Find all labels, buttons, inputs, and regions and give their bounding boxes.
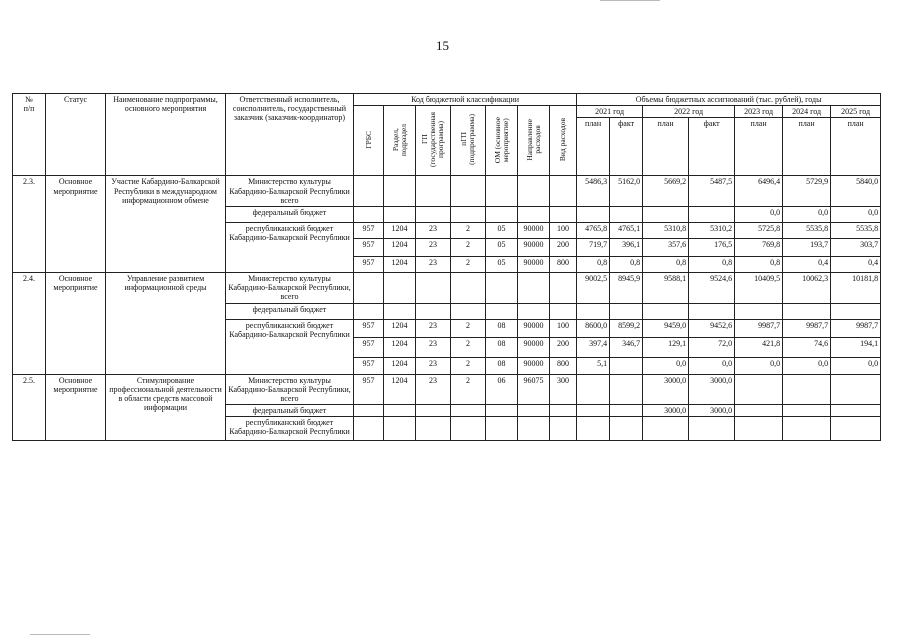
amount-cell: 10409,5 xyxy=(735,272,783,303)
code-cell: 05 xyxy=(486,256,518,272)
code-cell: 1204 xyxy=(384,256,416,272)
scan-artifact-bottom xyxy=(30,634,90,635)
amount-cell: 9987,7 xyxy=(783,319,831,337)
amount-cell xyxy=(735,417,783,441)
header-fact-2021: факт xyxy=(610,118,643,176)
header-fact-2022: факт xyxy=(689,118,735,176)
code-cell: 800 xyxy=(550,357,577,374)
code-cell xyxy=(518,176,550,207)
section-number: 2.3. xyxy=(13,176,46,273)
scan-artifact-top xyxy=(600,0,660,1)
code-cell xyxy=(486,206,518,222)
amount-cell: 0,4 xyxy=(831,256,881,272)
amount-cell: 5729,9 xyxy=(783,176,831,207)
header-number: № п/п xyxy=(13,94,46,176)
table-row xyxy=(13,272,881,303)
amount-cell: 0,0 xyxy=(831,357,881,374)
code-cell xyxy=(416,176,451,207)
code-cell xyxy=(451,303,486,319)
code-cell xyxy=(451,206,486,222)
amount-cell xyxy=(577,405,610,417)
funding-source-label: Министерство культуры Кабардино-Балкарской Республики всего xyxy=(226,176,354,207)
funding-source-label: республиканский бюджет Кабардино-Балкарской Республики xyxy=(226,222,354,272)
section-number: 2.5. xyxy=(13,374,46,441)
amount-cell: 0,0 xyxy=(735,206,783,222)
code-cell: 1204 xyxy=(384,238,416,256)
section-name: Управление развитием информационной среды xyxy=(106,272,226,374)
amount-cell: 129,1 xyxy=(643,337,689,357)
amount-cell: 0,8 xyxy=(610,256,643,272)
header-plan-2022: план xyxy=(643,118,689,176)
amount-cell: 5535,8 xyxy=(831,222,881,238)
amount-cell xyxy=(831,405,881,417)
amount-cell: 357,6 xyxy=(643,238,689,256)
code-cell: 1204 xyxy=(384,374,416,405)
amount-cell: 9452,6 xyxy=(689,319,735,337)
amount-cell xyxy=(610,417,643,441)
section-name: Стимулирование профессиональной деятельности в области средств массовой информации xyxy=(106,374,226,441)
header-year-2021: 2021 год xyxy=(577,106,643,118)
amount-cell: 4765,1 xyxy=(610,222,643,238)
amount-cell: 9459,0 xyxy=(643,319,689,337)
funding-source-label: федеральный бюджет xyxy=(226,206,354,222)
header-year-2022: 2022 год xyxy=(643,106,735,118)
amount-cell xyxy=(610,405,643,417)
code-cell: 957 xyxy=(354,357,384,374)
code-cell: 05 xyxy=(486,238,518,256)
amount-cell: 5535,8 xyxy=(783,222,831,238)
amount-cell: 9524,6 xyxy=(689,272,735,303)
amount-cell xyxy=(689,417,735,441)
header-code-om: ОМ (основное мероприятие) xyxy=(486,106,518,176)
code-cell: 2 xyxy=(451,337,486,357)
amount-cell: 0,0 xyxy=(643,357,689,374)
funding-source-label: федеральный бюджет xyxy=(226,303,354,319)
code-cell xyxy=(384,417,416,441)
amount-cell: 8600,0 xyxy=(577,319,610,337)
amount-cell xyxy=(577,303,610,319)
amount-cell xyxy=(783,374,831,405)
amount-cell: 303,7 xyxy=(831,238,881,256)
code-cell xyxy=(416,417,451,441)
section-status: Основное мероприятие xyxy=(46,272,106,374)
amount-cell xyxy=(831,417,881,441)
section-name: Участие Кабардино-Балкарской Республики в международном информационном обмене xyxy=(106,176,226,273)
amount-cell: 5310,8 xyxy=(643,222,689,238)
amount-cell: 5162,0 xyxy=(610,176,643,207)
code-cell: 96075 xyxy=(518,374,550,405)
code-cell: 957 xyxy=(354,374,384,405)
code-cell: 90000 xyxy=(518,238,550,256)
code-cell xyxy=(384,303,416,319)
code-cell: 05 xyxy=(486,222,518,238)
section-number: 2.4. xyxy=(13,272,46,374)
amount-cell xyxy=(610,303,643,319)
amount-cell: 0,4 xyxy=(783,256,831,272)
code-cell: 23 xyxy=(416,256,451,272)
page-number: 15 xyxy=(436,38,449,53)
code-cell xyxy=(550,206,577,222)
amount-cell: 3000,0 xyxy=(689,374,735,405)
amount-cell: 9588,1 xyxy=(643,272,689,303)
code-cell xyxy=(518,405,550,417)
amount-cell: 769,8 xyxy=(735,238,783,256)
amount-cell: 10181,8 xyxy=(831,272,881,303)
amount-cell: 0,0 xyxy=(783,206,831,222)
code-cell xyxy=(451,176,486,207)
amount-cell xyxy=(643,417,689,441)
amount-cell: 8945,9 xyxy=(610,272,643,303)
code-cell xyxy=(354,206,384,222)
amount-cell: 5487,5 xyxy=(689,176,735,207)
header-name: Наименование подпрограммы, основного мероприятия xyxy=(106,94,226,176)
code-cell: 23 xyxy=(416,238,451,256)
code-cell xyxy=(486,405,518,417)
amount-cell xyxy=(577,374,610,405)
amount-cell xyxy=(577,206,610,222)
code-cell: 2 xyxy=(451,357,486,374)
header-plan-2025: план xyxy=(831,118,881,176)
amount-cell: 10062,3 xyxy=(783,272,831,303)
amount-cell xyxy=(689,303,735,319)
amount-cell xyxy=(643,303,689,319)
code-cell: 300 xyxy=(550,374,577,405)
code-cell: 957 xyxy=(354,256,384,272)
header-status: Статус xyxy=(46,94,106,176)
code-cell: 200 xyxy=(550,337,577,357)
code-cell: 1204 xyxy=(384,319,416,337)
amount-cell: 5725,8 xyxy=(735,222,783,238)
amount-cell: 9987,7 xyxy=(735,319,783,337)
amount-cell: 396,1 xyxy=(610,238,643,256)
code-cell xyxy=(518,303,550,319)
amount-cell: 0,8 xyxy=(577,256,610,272)
code-cell xyxy=(486,303,518,319)
funding-source-label: Министерство культуры Кабардино-Балкарской Республики, всего xyxy=(226,272,354,303)
section-status: Основное мероприятие xyxy=(46,374,106,441)
budget-table xyxy=(12,93,881,441)
amount-cell: 6496,4 xyxy=(735,176,783,207)
amount-cell: 346,7 xyxy=(610,337,643,357)
code-cell xyxy=(416,206,451,222)
amount-cell xyxy=(610,357,643,374)
code-cell xyxy=(354,405,384,417)
amount-cell: 5,1 xyxy=(577,357,610,374)
amount-cell: 719,7 xyxy=(577,238,610,256)
code-cell: 957 xyxy=(354,319,384,337)
code-cell xyxy=(384,405,416,417)
code-cell xyxy=(451,417,486,441)
amount-cell: 74,6 xyxy=(783,337,831,357)
header-code-direction: Направление расходов xyxy=(518,106,550,176)
amount-cell: 3000,0 xyxy=(643,374,689,405)
header-code-section: Раздел, подраздел xyxy=(384,106,416,176)
code-cell: 90000 xyxy=(518,222,550,238)
code-cell: 957 xyxy=(354,238,384,256)
code-cell xyxy=(550,417,577,441)
header-volume-group: Объемы бюджетных ассигнований (тыс. рублей), годы xyxy=(577,94,881,106)
amount-cell xyxy=(735,405,783,417)
amount-cell: 0,0 xyxy=(689,357,735,374)
code-cell: 08 xyxy=(486,357,518,374)
code-cell: 08 xyxy=(486,337,518,357)
code-cell: 1204 xyxy=(384,222,416,238)
code-cell: 100 xyxy=(550,319,577,337)
code-cell xyxy=(486,417,518,441)
amount-cell xyxy=(783,303,831,319)
header-plan-2021: план xyxy=(577,118,610,176)
header-plan-2024: план xyxy=(783,118,831,176)
header-code-gp: ГП (государственная программа) xyxy=(416,106,451,176)
header-code-group: Код бюджетной классификации xyxy=(354,94,577,106)
code-cell: 200 xyxy=(550,238,577,256)
code-cell: 23 xyxy=(416,374,451,405)
amount-cell: 3000,0 xyxy=(643,405,689,417)
amount-cell: 72,0 xyxy=(689,337,735,357)
code-cell xyxy=(416,272,451,303)
amount-cell xyxy=(610,206,643,222)
amount-cell: 0,0 xyxy=(735,357,783,374)
code-cell: 23 xyxy=(416,337,451,357)
code-cell xyxy=(518,417,550,441)
amount-cell xyxy=(735,374,783,405)
code-cell: 2 xyxy=(451,256,486,272)
code-cell xyxy=(384,176,416,207)
code-cell: 2 xyxy=(451,374,486,405)
amount-cell: 0,8 xyxy=(643,256,689,272)
amount-cell: 0,0 xyxy=(831,206,881,222)
header-executor: Ответственный исполнитель, соисполнитель, государственный заказчик (заказчик-координатор) xyxy=(226,94,354,176)
amount-cell: 3000,0 xyxy=(689,405,735,417)
amount-cell xyxy=(689,206,735,222)
header-code-pgp: пГП (подпрограмма) xyxy=(451,106,486,176)
amount-cell xyxy=(643,206,689,222)
code-cell: 90000 xyxy=(518,337,550,357)
amount-cell: 0,8 xyxy=(689,256,735,272)
code-cell: 2 xyxy=(451,238,486,256)
code-cell xyxy=(486,272,518,303)
amount-cell: 397,4 xyxy=(577,337,610,357)
header-year-2024: 2024 год xyxy=(783,106,831,118)
amount-cell xyxy=(610,374,643,405)
code-cell: 2 xyxy=(451,319,486,337)
funding-source-label: федеральный бюджет xyxy=(226,405,354,417)
section-status: Основное мероприятие xyxy=(46,176,106,273)
code-cell xyxy=(550,303,577,319)
amount-cell: 194,1 xyxy=(831,337,881,357)
code-cell xyxy=(354,303,384,319)
amount-cell: 0,8 xyxy=(735,256,783,272)
code-cell: 23 xyxy=(416,319,451,337)
code-cell xyxy=(451,272,486,303)
code-cell xyxy=(486,176,518,207)
amount-cell xyxy=(831,374,881,405)
amount-cell xyxy=(783,417,831,441)
code-cell xyxy=(354,417,384,441)
code-cell: 90000 xyxy=(518,319,550,337)
amount-cell: 8599,2 xyxy=(610,319,643,337)
code-cell: 08 xyxy=(486,319,518,337)
header-code-type: Вид расходов xyxy=(550,106,577,176)
code-cell: 90000 xyxy=(518,357,550,374)
header-year-2025: 2025 год xyxy=(831,106,881,118)
code-cell xyxy=(550,405,577,417)
code-cell: 23 xyxy=(416,222,451,238)
code-cell xyxy=(354,272,384,303)
amount-cell: 4765,8 xyxy=(577,222,610,238)
code-cell xyxy=(354,176,384,207)
code-cell: 100 xyxy=(550,222,577,238)
header-code-grbs: ГРБС xyxy=(354,106,384,176)
code-cell: 1204 xyxy=(384,357,416,374)
amount-cell xyxy=(831,303,881,319)
amount-cell: 9987,7 xyxy=(831,319,881,337)
amount-cell: 5486,3 xyxy=(577,176,610,207)
funding-source-label: республиканский бюджет Кабардино-Балкарской Республики xyxy=(226,417,354,441)
amount-cell: 9002,5 xyxy=(577,272,610,303)
code-cell xyxy=(416,303,451,319)
table-row xyxy=(13,176,881,207)
code-cell xyxy=(384,272,416,303)
code-cell: 1204 xyxy=(384,337,416,357)
code-cell xyxy=(518,272,550,303)
code-cell xyxy=(384,206,416,222)
code-cell xyxy=(550,272,577,303)
header-year-2023: 2023 год xyxy=(735,106,783,118)
code-cell: 800 xyxy=(550,256,577,272)
code-cell: 06 xyxy=(486,374,518,405)
amount-cell xyxy=(783,405,831,417)
code-cell: 2 xyxy=(451,222,486,238)
amount-cell: 176,5 xyxy=(689,238,735,256)
funding-source-label: Министерство культуры Кабардино-Балкарской Республики, всего xyxy=(226,374,354,405)
table-row xyxy=(13,374,881,405)
code-cell xyxy=(518,206,550,222)
funding-source-label: республиканский бюджет Кабардино-Балкарской Республики xyxy=(226,319,354,374)
code-cell xyxy=(451,405,486,417)
code-cell: 957 xyxy=(354,222,384,238)
table-body xyxy=(13,176,881,441)
header-plan-2023: план xyxy=(735,118,783,176)
amount-cell: 5669,2 xyxy=(643,176,689,207)
code-cell xyxy=(416,405,451,417)
code-cell: 23 xyxy=(416,357,451,374)
amount-cell: 5310,2 xyxy=(689,222,735,238)
code-cell: 957 xyxy=(354,337,384,357)
code-cell xyxy=(550,176,577,207)
amount-cell: 193,7 xyxy=(783,238,831,256)
amount-cell: 5840,0 xyxy=(831,176,881,207)
code-cell: 90000 xyxy=(518,256,550,272)
amount-cell: 421,8 xyxy=(735,337,783,357)
amount-cell xyxy=(735,303,783,319)
amount-cell xyxy=(577,417,610,441)
amount-cell: 0,0 xyxy=(783,357,831,374)
